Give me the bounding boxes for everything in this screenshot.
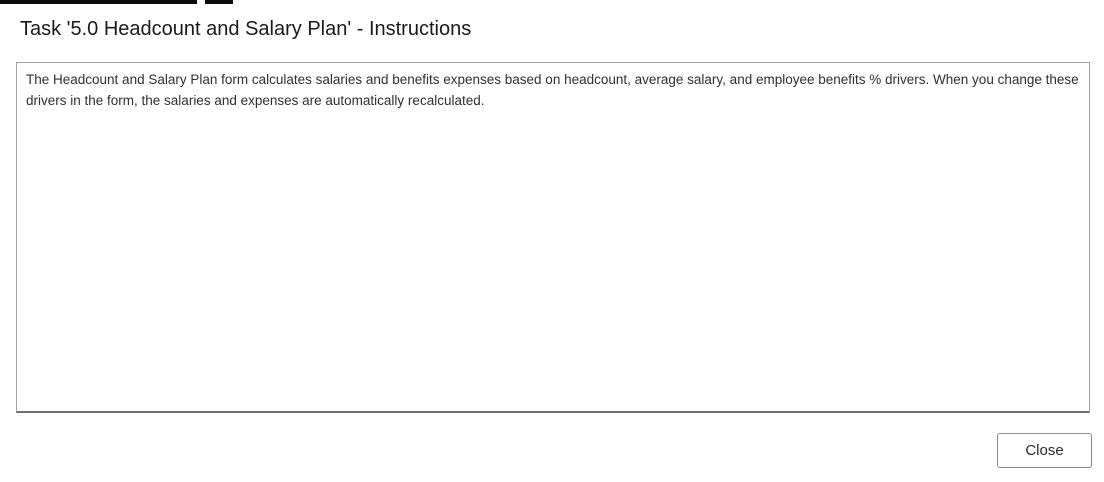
- instructions-panel: [16, 62, 1090, 413]
- close-button[interactable]: Close: [997, 433, 1092, 468]
- clipped-top-bar-segment: [0, 0, 197, 4]
- clipped-top-bar-segment: [205, 0, 233, 4]
- clipped-top-bar: [0, 0, 233, 4]
- dialog-title: Task '5.0 Headcount and Salary Plan' - Instructions: [20, 18, 472, 40]
- instructions-text: The Headcount and Salary Plan form calculates salaries and benefits expenses based on headcount, average salary, and employee benefits % drivers. When you change these drivers in the form, the salaries and expenses are automatically recalculated.: [26, 72, 1079, 108]
- clipped-top-bar-gap: [197, 0, 205, 4]
